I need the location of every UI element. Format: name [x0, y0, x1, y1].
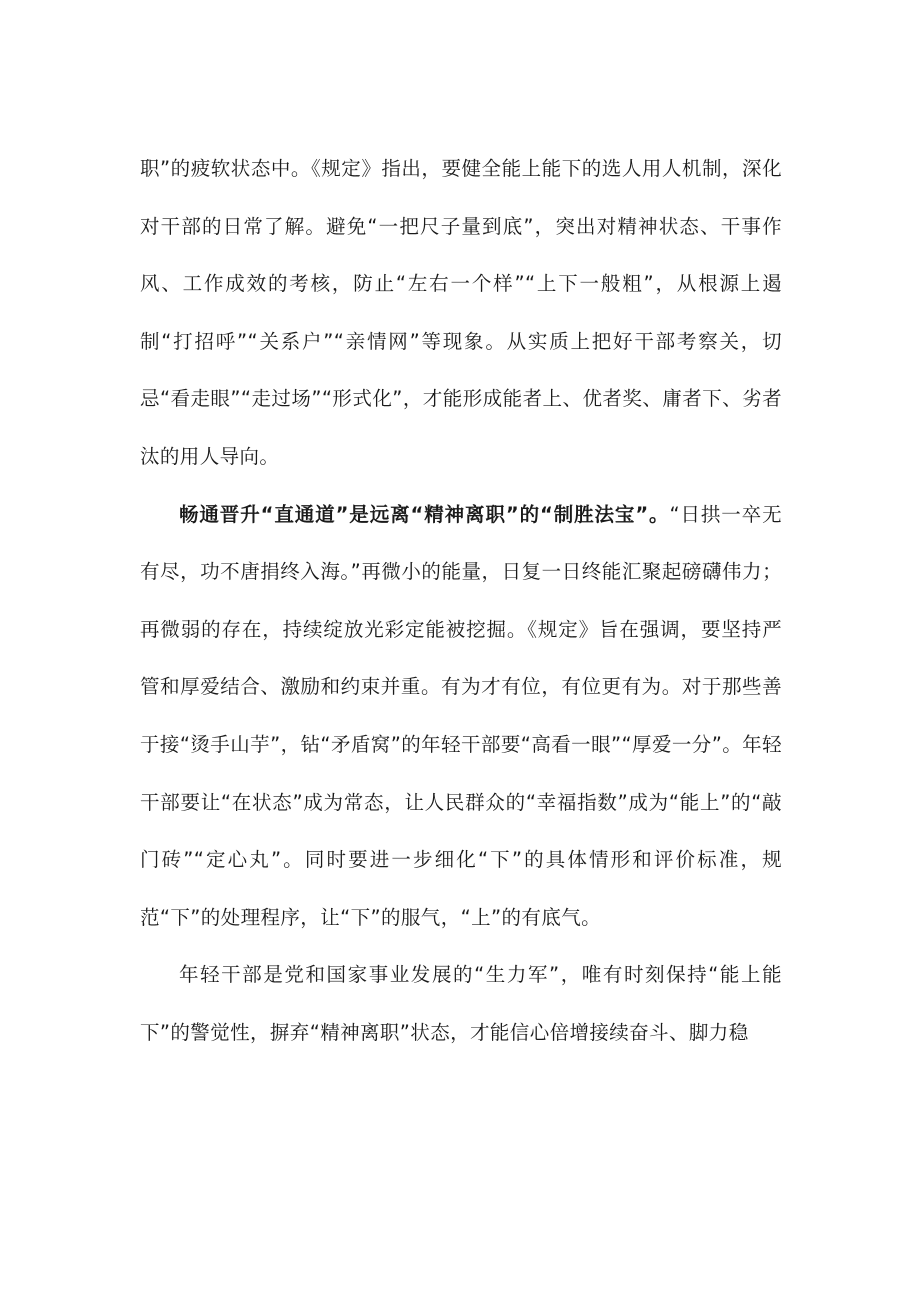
paragraph-body-text: “日拱一卒无有尽，功不唐捐终入海。”再微小的能量，日复一日终能汇聚起磅礴伟力；再微弱的存在，持续绽放光彩定能被挖掘。《规定》旨在强调，要坚持严管和厚爱结合、激励和约束并重。有为才有位，有位更有为。对于那些善于接“烫手山芋”，钻“矛盾窝”的年轻干部要“高看一眼”“厚爱一分”。年轻干部要让“在状态”成为常态，让人民群众的“幸福指数”成为“能上”的“敲门砖”“定心丸”。同时要进一步细化“下”的具体情形和评价标准，规范“下”的处理程序，让“下”的服气，“上”的有底气。: [140, 502, 782, 929]
document-body: [140, 140, 782, 1062]
paragraph-promotion-channel: [140, 486, 782, 947]
paragraph-continuation: 职”的疲软状态中。《规定》指出，要健全能上能下的选人用人机制，深化对干部的日常了解。避免“一把尺子量到底”，突出对精神状态、干事作风、工作成效的考核，防止“左右一个样”“上下一般粗”，从根源上遏制“打招呼”“关系户”“亲情网”等现象。从实质上把好干部考察关，切忌“看走眼”“走过场”“形式化”，才能形成能者上、优者奖、庸者下、劣者汰的用人导向。: [140, 157, 782, 468]
paragraph-lead-heading: 畅通晋升“直通道”是远离“精神离职”的“制胜法宝”。: [179, 502, 670, 526]
paragraph-young-cadres: 年轻干部是党和国家事业发展的“生力军”，唯有时刻保持“能上能下”的警觉性，摒弃“精神离职”状态，才能信心倍增接续奋斗、脚力稳: [140, 963, 782, 1044]
